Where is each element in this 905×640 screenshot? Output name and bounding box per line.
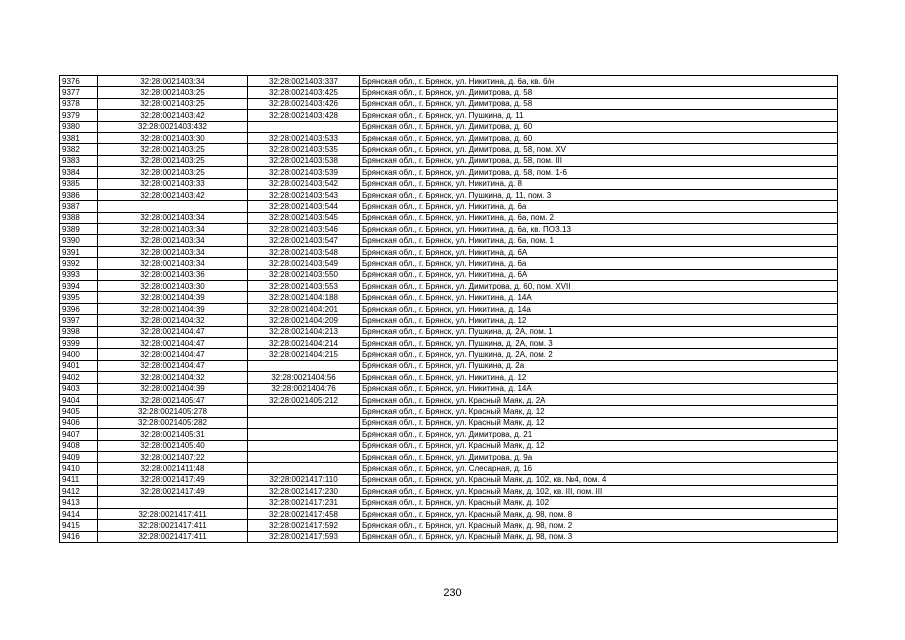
object-cadastral-number-cell: 32:28:0021403:549 [248, 258, 360, 269]
row-number-cell: 9391 [60, 246, 98, 257]
parcel-cadastral-number-cell: 32:28:0021403:25 [98, 87, 248, 98]
row-number-cell: 9408 [60, 440, 98, 451]
table-row [60, 520, 838, 531]
address-cell: Брянская обл., г. Брянск, ул. Пушкина, д. 11, пом. 3 [360, 189, 838, 200]
row-number-cell: 9385 [60, 178, 98, 189]
address-cell: Брянская обл., г. Брянск, ул. Пушкина, д. 2А, пом. 1 [360, 326, 838, 337]
parcel-cadastral-number-cell: 32:28:0021403:36 [98, 269, 248, 280]
object-cadastral-number-cell: 32:28:0021403:425 [248, 87, 360, 98]
table-row [60, 315, 838, 326]
parcel-cadastral-number-cell: 32:28:0021404:47 [98, 337, 248, 348]
address-cell: Брянская обл., г. Брянск, ул. Никитина, д. 6а, кв. ПОЗ.13 [360, 224, 838, 235]
table-row [60, 337, 838, 348]
parcel-cadastral-number-cell: 32:28:0021404:47 [98, 349, 248, 360]
object-cadastral-number-cell: 32:28:0021404:215 [248, 349, 360, 360]
table-row [60, 178, 838, 189]
parcel-cadastral-number-cell: 32:28:0021403:25 [98, 98, 248, 109]
object-cadastral-number-cell [248, 417, 360, 428]
table-row [60, 132, 838, 143]
parcel-cadastral-number-cell: 32:28:0021403:34 [98, 212, 248, 223]
parcel-cadastral-number-cell: 32:28:0021404:32 [98, 315, 248, 326]
object-cadastral-number-cell: 32:28:0021404:214 [248, 337, 360, 348]
table-row [60, 292, 838, 303]
table-row [60, 144, 838, 155]
row-number-cell: 9405 [60, 406, 98, 417]
address-cell: Брянская обл., г. Брянск, ул. Никитина, д. 6А [360, 269, 838, 280]
object-cadastral-number-cell: 32:28:0021405:212 [248, 394, 360, 405]
table-row [60, 326, 838, 337]
object-cadastral-number-cell: 32:28:0021417:230 [248, 486, 360, 497]
object-cadastral-number-cell [248, 451, 360, 462]
parcel-cadastral-number-cell: 32:28:0021403:42 [98, 189, 248, 200]
table-row [60, 98, 838, 109]
address-cell: Брянская обл., г. Брянск, ул. Никитина, д. 6а [360, 258, 838, 269]
table-row [60, 201, 838, 212]
table-row [60, 258, 838, 269]
row-number-cell: 9390 [60, 235, 98, 246]
object-cadastral-number-cell: 32:28:0021403:538 [248, 155, 360, 166]
object-cadastral-number-cell: 32:28:0021404:213 [248, 326, 360, 337]
object-cadastral-number-cell: 32:28:0021404:201 [248, 303, 360, 314]
address-cell: Брянская обл., г. Брянск, ул. Димитрова, д. 58 [360, 87, 838, 98]
address-cell: Брянская обл., г. Брянск, ул. Пушкина, д. 2а [360, 360, 838, 371]
object-cadastral-number-cell: 32:28:0021417:110 [248, 474, 360, 485]
address-cell: Брянская обл., г. Брянск, ул. Красный Маяк, д. 12 [360, 417, 838, 428]
parcel-cadastral-number-cell: 32:28:0021403:33 [98, 178, 248, 189]
address-cell: Брянская обл., г. Брянск, ул. Никитина, д. 12 [360, 372, 838, 383]
address-cell: Брянская обл., г. Брянск, ул. Димитрова, д. 60, пом. XVII [360, 281, 838, 292]
table-row [60, 235, 838, 246]
parcel-cadastral-number-cell: 32:28:0021417:411 [98, 531, 248, 542]
address-cell: Брянская обл., г. Брянск, ул. Пушкина, д. 2А, пом. 3 [360, 337, 838, 348]
address-cell: Брянская обл., г. Брянск, ул. Димитрова, д. 58, пом. III [360, 155, 838, 166]
address-cell: Брянская обл., г. Брянск, ул. Красный Маяк, д. 98, пом. 3 [360, 531, 838, 542]
page-number: 230 [443, 587, 462, 599]
parcel-cadastral-number-cell: 32:28:0021405:278 [98, 406, 248, 417]
object-cadastral-number-cell: 32:28:0021404:188 [248, 292, 360, 303]
object-cadastral-number-cell [248, 429, 360, 440]
row-number-cell: 9387 [60, 201, 98, 212]
address-cell: Брянская обл., г. Брянск, ул. Димитрова, д. 60 [360, 132, 838, 143]
row-number-cell: 9379 [60, 110, 98, 121]
table-row [60, 87, 838, 98]
object-cadastral-number-cell: 32:28:0021403:337 [248, 76, 360, 87]
table-row [60, 417, 838, 428]
parcel-cadastral-number-cell: 32:28:0021405:47 [98, 394, 248, 405]
row-number-cell: 9392 [60, 258, 98, 269]
object-cadastral-number-cell: 32:28:0021404:209 [248, 315, 360, 326]
object-cadastral-number-cell: 32:28:0021403:545 [248, 212, 360, 223]
row-number-cell: 9400 [60, 349, 98, 360]
row-number-cell: 9410 [60, 463, 98, 474]
row-number-cell: 9386 [60, 189, 98, 200]
parcel-cadastral-number-cell: 32:28:0021403:25 [98, 167, 248, 178]
parcel-cadastral-number-cell [98, 201, 248, 212]
table-row [60, 303, 838, 314]
row-number-cell: 9402 [60, 372, 98, 383]
row-number-cell: 9381 [60, 132, 98, 143]
object-cadastral-number-cell: 32:28:0021417:458 [248, 508, 360, 519]
address-cell: Брянская обл., г. Брянск, ул. Красный Маяк, д. 12 [360, 440, 838, 451]
object-cadastral-number-cell: 32:28:0021403:426 [248, 98, 360, 109]
table-row [60, 155, 838, 166]
row-number-cell: 9398 [60, 326, 98, 337]
row-number-cell: 9388 [60, 212, 98, 223]
address-cell: Брянская обл., г. Брянск, ул. Никитина, д. 12 [360, 315, 838, 326]
table-row [60, 110, 838, 121]
cadastral-table-body [60, 76, 838, 543]
row-number-cell: 9416 [60, 531, 98, 542]
address-cell: Брянская обл., г. Брянск, ул. Никитина, д. 8 [360, 178, 838, 189]
address-cell: Брянская обл., г. Брянск, ул. Красный Маяк, д. 98, пом. 8 [360, 508, 838, 519]
table-row [60, 224, 838, 235]
row-number-cell: 9411 [60, 474, 98, 485]
address-cell: Брянская обл., г. Брянск, ул. Никитина, д. 14а [360, 303, 838, 314]
parcel-cadastral-number-cell: 32:28:0021403:30 [98, 281, 248, 292]
table-row [60, 508, 838, 519]
row-number-cell: 9384 [60, 167, 98, 178]
object-cadastral-number-cell [248, 360, 360, 371]
table-row [60, 212, 838, 223]
parcel-cadastral-number-cell: 32:28:0021403:34 [98, 76, 248, 87]
row-number-cell: 9403 [60, 383, 98, 394]
parcel-cadastral-number-cell: 32:28:0021417:49 [98, 474, 248, 485]
address-cell: Брянская обл., г. Брянск, ул. Пушкина, д. 2А, пом. 2 [360, 349, 838, 360]
object-cadastral-number-cell: 32:28:0021403:542 [248, 178, 360, 189]
object-cadastral-number-cell: 32:28:0021403:546 [248, 224, 360, 235]
table-row [60, 451, 838, 462]
address-cell: Брянская обл., г. Брянск, ул. Димитрова, д. 58, пом. 1-6 [360, 167, 838, 178]
object-cadastral-number-cell: 32:28:0021403:548 [248, 246, 360, 257]
parcel-cadastral-number-cell: 32:28:0021403:34 [98, 235, 248, 246]
table-row [60, 246, 838, 257]
parcel-cadastral-number-cell: 32:28:0021404:32 [98, 372, 248, 383]
row-number-cell: 9396 [60, 303, 98, 314]
parcel-cadastral-number-cell: 32:28:0021407:22 [98, 451, 248, 462]
object-cadastral-number-cell: 32:28:0021417:593 [248, 531, 360, 542]
address-cell: Брянская обл., г. Брянск, ул. Димитрова, д. 21 [360, 429, 838, 440]
row-number-cell: 9404 [60, 394, 98, 405]
address-cell: Брянская обл., г. Брянск, ул. Красный Маяк, д. 102, кв. №4, пом. 4 [360, 474, 838, 485]
parcel-cadastral-number-cell: 32:28:0021403:25 [98, 155, 248, 166]
row-number-cell: 9399 [60, 337, 98, 348]
parcel-cadastral-number-cell: 32:28:0021405:282 [98, 417, 248, 428]
address-cell: Брянская обл., г. Брянск, ул. Димитрова, д. 9а [360, 451, 838, 462]
address-cell: Брянская обл., г. Брянск, ул. Димитрова, д. 58 [360, 98, 838, 109]
parcel-cadastral-number-cell: 32:28:0021404:39 [98, 383, 248, 394]
row-number-cell: 9389 [60, 224, 98, 235]
table-row [60, 474, 838, 485]
object-cadastral-number-cell: 32:28:0021404:56 [248, 372, 360, 383]
object-cadastral-number-cell: 32:28:0021403:533 [248, 132, 360, 143]
parcel-cadastral-number-cell: 32:28:0021405:40 [98, 440, 248, 451]
row-number-cell: 9412 [60, 486, 98, 497]
table-row [60, 406, 838, 417]
table-row [60, 281, 838, 292]
parcel-cadastral-number-cell: 32:28:0021403:34 [98, 246, 248, 257]
address-cell: Брянская обл., г. Брянск, ул. Красный Маяк, д. 98, пом. 2 [360, 520, 838, 531]
object-cadastral-number-cell: 32:28:0021417:231 [248, 497, 360, 508]
parcel-cadastral-number-cell: 32:28:0021403:42 [98, 110, 248, 121]
object-cadastral-number-cell: 32:28:0021403:539 [248, 167, 360, 178]
object-cadastral-number-cell [248, 463, 360, 474]
parcel-cadastral-number-cell: 32:28:0021404:39 [98, 303, 248, 314]
row-number-cell: 9377 [60, 87, 98, 98]
parcel-cadastral-number-cell: 32:28:0021417:411 [98, 520, 248, 531]
address-cell: Брянская обл., г. Брянск, ул. Никитина, д. 6А [360, 246, 838, 257]
cadastral-table [59, 75, 838, 543]
row-number-cell: 9413 [60, 497, 98, 508]
parcel-cadastral-number-cell: 32:28:0021405:31 [98, 429, 248, 440]
parcel-cadastral-number-cell: 32:28:0021417:49 [98, 486, 248, 497]
row-number-cell: 9406 [60, 417, 98, 428]
address-cell: Брянская обл., г. Брянск, ул. Никитина, д. 6а, пом. 2 [360, 212, 838, 223]
object-cadastral-number-cell: 32:28:0021403:553 [248, 281, 360, 292]
table-row [60, 497, 838, 508]
parcel-cadastral-number-cell: 32:28:0021403:432 [98, 121, 248, 132]
row-number-cell: 9376 [60, 76, 98, 87]
table-row [60, 486, 838, 497]
table-row [60, 121, 838, 132]
parcel-cadastral-number-cell: 32:28:0021403:25 [98, 144, 248, 155]
parcel-cadastral-number-cell: 32:28:0021403:34 [98, 224, 248, 235]
object-cadastral-number-cell: 32:28:0021403:547 [248, 235, 360, 246]
address-cell: Брянская обл., г. Брянск, ул. Красный Маяк, д. 102 [360, 497, 838, 508]
table-row [60, 349, 838, 360]
row-number-cell: 9380 [60, 121, 98, 132]
table-row [60, 394, 838, 405]
table-row [60, 360, 838, 371]
table-row [60, 429, 838, 440]
object-cadastral-number-cell [248, 121, 360, 132]
row-number-cell: 9407 [60, 429, 98, 440]
table-row [60, 269, 838, 280]
row-number-cell: 9378 [60, 98, 98, 109]
table-row [60, 372, 838, 383]
table-row [60, 531, 838, 542]
address-cell: Брянская обл., г. Брянск, ул. Красный Маяк, д. 102, кв. III, пом. III [360, 486, 838, 497]
row-number-cell: 9382 [60, 144, 98, 155]
address-cell: Брянская обл., г. Брянск, ул. Никитина, д. 6а, кв. б/н [360, 76, 838, 87]
row-number-cell: 9409 [60, 451, 98, 462]
object-cadastral-number-cell: 32:28:0021404:76 [248, 383, 360, 394]
parcel-cadastral-number-cell: 32:28:0021404:47 [98, 326, 248, 337]
row-number-cell: 9393 [60, 269, 98, 280]
table-row [60, 76, 838, 87]
parcel-cadastral-number-cell: 32:28:0021411:48 [98, 463, 248, 474]
row-number-cell: 9397 [60, 315, 98, 326]
parcel-cadastral-number-cell: 32:28:0021404:47 [98, 360, 248, 371]
table-row [60, 440, 838, 451]
address-cell: Брянская обл., г. Брянск, ул. Красный Маяк, д. 12 [360, 406, 838, 417]
parcel-cadastral-number-cell: 32:28:0021404:39 [98, 292, 248, 303]
address-cell: Брянская обл., г. Брянск, ул. Никитина, д. 6а, пом. 1 [360, 235, 838, 246]
row-number-cell: 9415 [60, 520, 98, 531]
parcel-cadastral-number-cell [98, 497, 248, 508]
object-cadastral-number-cell: 32:28:0021403:535 [248, 144, 360, 155]
row-number-cell: 9383 [60, 155, 98, 166]
address-cell: Брянская обл., г. Брянск, ул. Димитрова, д. 60 [360, 121, 838, 132]
object-cadastral-number-cell [248, 406, 360, 417]
table-row [60, 383, 838, 394]
address-cell: Брянская обл., г. Брянск, ул. Никитина, д. 6а [360, 201, 838, 212]
parcel-cadastral-number-cell: 32:28:0021403:34 [98, 258, 248, 269]
address-cell: Брянская обл., г. Брянск, ул. Пушкина, д. 11 [360, 110, 838, 121]
table-row [60, 189, 838, 200]
address-cell: Брянская обл., г. Брянск, ул. Димитрова, д. 58, пом. XV [360, 144, 838, 155]
object-cadastral-number-cell: 32:28:0021403:544 [248, 201, 360, 212]
address-cell: Брянская обл., г. Брянск, ул. Никитина, д. 14А [360, 383, 838, 394]
object-cadastral-number-cell: 32:28:0021403:428 [248, 110, 360, 121]
row-number-cell: 9414 [60, 508, 98, 519]
object-cadastral-number-cell [248, 440, 360, 451]
table-row [60, 167, 838, 178]
address-cell: Брянская обл., г. Брянск, ул. Никитина, д. 14А [360, 292, 838, 303]
table-row [60, 463, 838, 474]
row-number-cell: 9395 [60, 292, 98, 303]
address-cell: Брянская обл., г. Брянск, ул. Слесарная, д. 16 [360, 463, 838, 474]
address-cell: Брянская обл., г. Брянск, ул. Красный Маяк, д. 2А [360, 394, 838, 405]
row-number-cell: 9394 [60, 281, 98, 292]
parcel-cadastral-number-cell: 32:28:0021417:411 [98, 508, 248, 519]
row-number-cell: 9401 [60, 360, 98, 371]
object-cadastral-number-cell: 32:28:0021417:592 [248, 520, 360, 531]
parcel-cadastral-number-cell: 32:28:0021403:30 [98, 132, 248, 143]
object-cadastral-number-cell: 32:28:0021403:543 [248, 189, 360, 200]
object-cadastral-number-cell: 32:28:0021403:550 [248, 269, 360, 280]
